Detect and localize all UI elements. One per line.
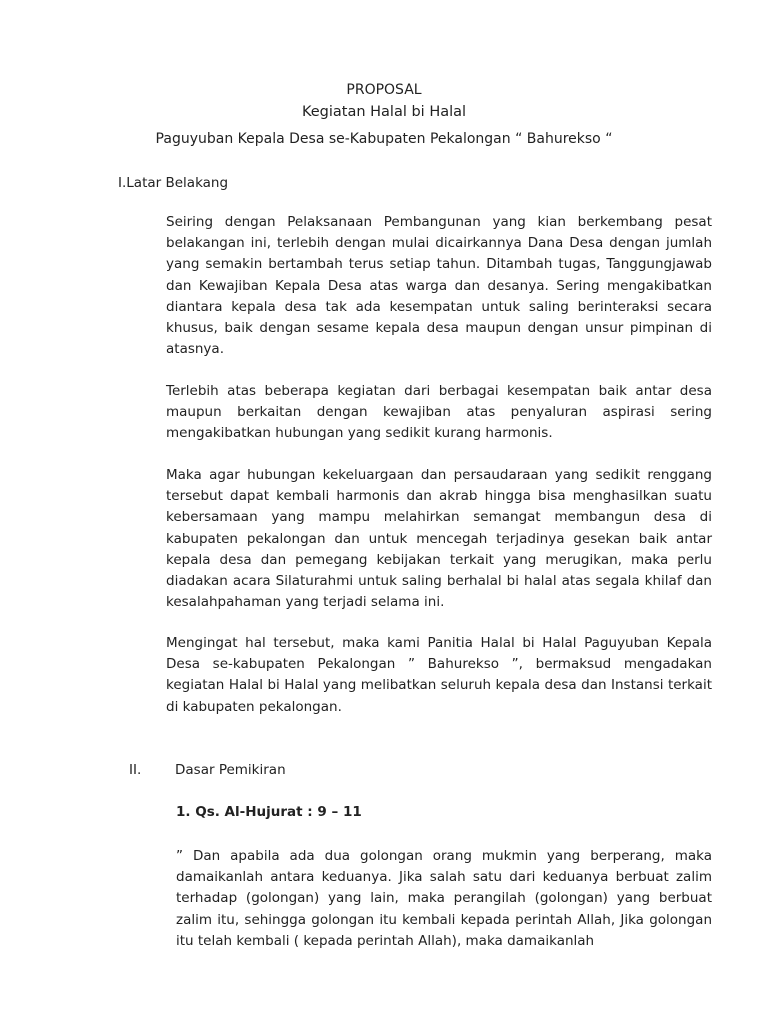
section-2-heading: Dasar Pemikiran <box>175 762 286 778</box>
paragraph-1: Seiring dengan Pelaksanaan Pembangunan yang kian berkembang pesat belakangan ini, terlebih dengan mulai dicairkannya Dana Desa dengan jumlah yang semakin bertambah terus setiap tahun. Ditambah tugas, Tanggungjawab dan Kewajiban Kepala Desa atas warga dan desanya. Sering mengakibatkan diantara kepala desa tak ada kesempatan untuk saling berinteraksi secara khusus, baik dengan sesame kepala desa maupun dengan unsur pimpinan di atasnya. <box>166 214 712 358</box>
section-1-heading: I.Latar Belakang <box>118 175 229 191</box>
paragraph-2: Terlebih atas beberapa kegiatan dari berbagai kesempatan baik antar desa maupun berkaitan dengan kewajiban atas penyaluran aspirasi sering mengakibatkan hubungan yang sedikit kurang harmonis. <box>166 383 712 442</box>
paragraph-3: Maka agar hubungan kekeluargaan dan persaudaraan yang sedikit renggang tersebut dapat kembali harmonis dan akrab hingga bisa menghasilkan suatu kebersamaan yang mampu melahirkan semangat membangun desa di kabupaten pekalongan dan untuk mencegah terjadinya gesekan baik antar kepala desa dan pemegang kebijakan terkait yang merugikan, maka perlu diadakan acara Silaturahmi untuk saling berhalal bi halal atas segala khilaf dan kesalahpahaman yang terjadi selama ini. <box>166 467 712 611</box>
document-subtitle: Kegiatan Halal bi Halal <box>301 104 467 120</box>
organization-line: Paguyuban Kepala Desa se-Kabupaten Pekalongan “ Bahurekso “ <box>155 131 613 147</box>
item-1-heading: 1. Qs. Al-Hujurat : 9 – 11 <box>176 804 362 820</box>
quote-paragraph: ” Dan apabila ada dua golongan orang mukmin yang berperang, maka damaikanlah antara keduanya. Jika salah satu dari keduanya berbuat zalim terhadap (golongan) yang lain, maka perangilah (golongan) yang berbuat zalim itu, sehingga golongan itu kembali kepada perintah Allah, Jika golongan itu telah kembali ( kepada perintah Allah), maka damaikanlah <box>176 848 712 949</box>
document-title: PROPOSAL <box>346 82 422 98</box>
paragraph-4: Mengingat hal tersebut, maka kami Panitia Halal bi Halal Paguyuban Kepala Desa se-kabupaten Pekalongan ” Bahurekso ”, bermaksud mengadakan kegiatan Halal bi Halal yang melibatkan seluruh kepala desa dan Instansi terkait di kabupaten pekalongan. <box>166 635 712 715</box>
section-2-number: II. <box>129 762 142 778</box>
